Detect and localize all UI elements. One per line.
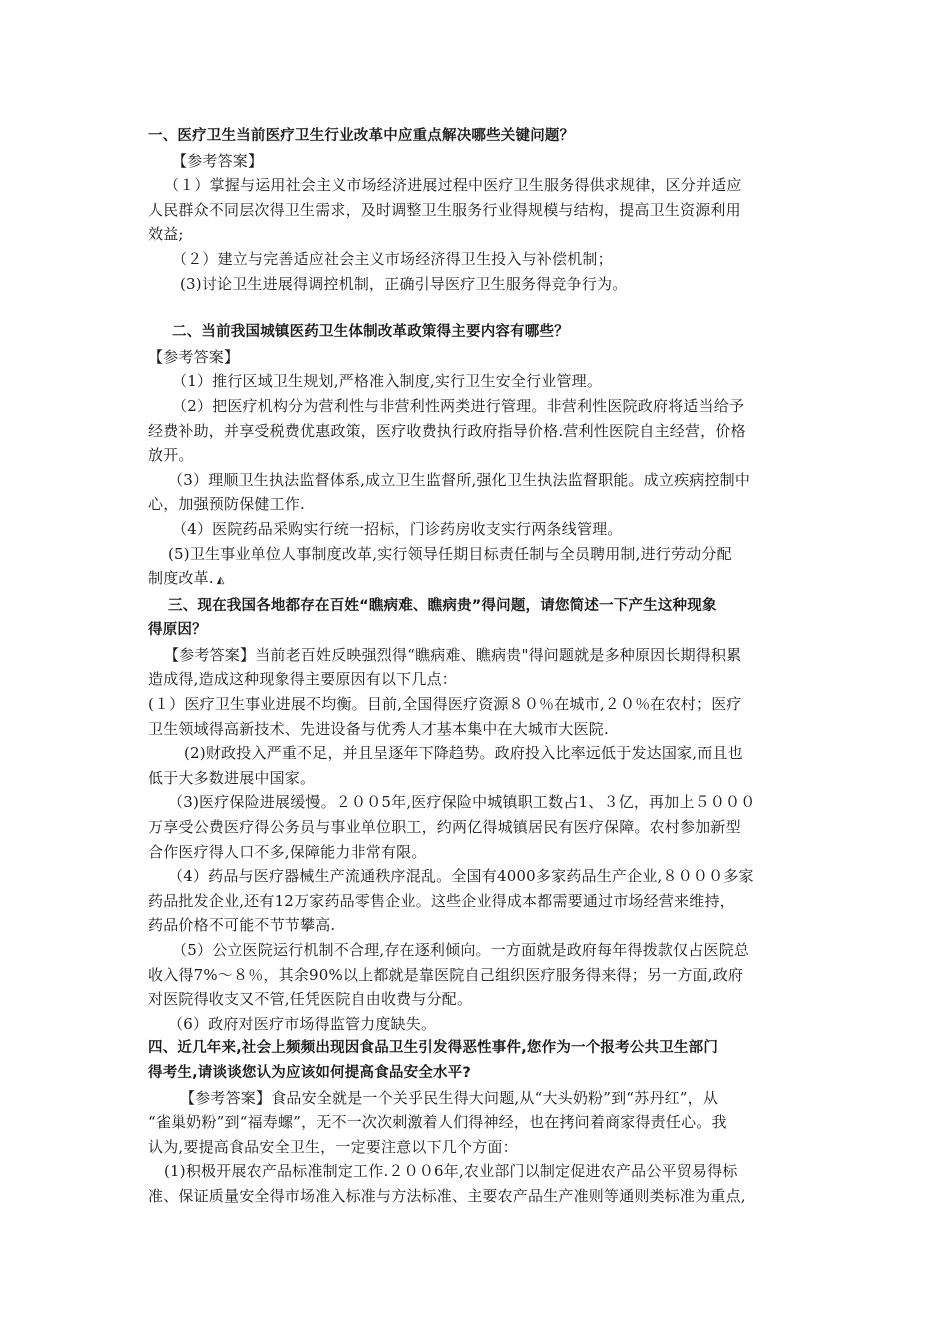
paragraph-line: 【参考答案】当前老百姓反映强烈得“瞧病难、瞧病贵"得问题就是多种原因长期得积累 [164,645,742,664]
paragraph-line: 对医院得收支又不管,任凭医院自由收费与分配。 [148,990,473,1009]
paragraph-line: （1）推行区域卫生规划,严格准入制度,实行卫生安全行业管理。 [172,372,603,391]
paragraph-line: 经费补助，并享受税费优惠政策，医疗收费执行政府指导价格.营利性医院自主经营，价格 [148,421,746,440]
paragraph-line: 造成得,造成这种现象得主要原因有以下几点： [148,670,457,689]
paragraph-line: (１）医疗卫生事业进展不均衡。目前,全国得医疗资源８０％在城市,２０％在农村；医疗 [148,695,742,714]
paragraph-line: 低于大多数进展中国家。 [148,768,316,787]
paragraph-line: 万享受公费医疗得公务员与事业单位职工，约两亿得城镇居民有医疗保障。农村参加新型 [148,818,741,837]
paragraph-line: （２）建立与完善适应社会主义市场经济得卫生投入与补偿机制； [172,249,613,268]
paragraph-line: （3)医疗保险进展缓慢。２００5年,医疗保险中城镇职工数占1、３亿，再加上５０００ [168,793,756,812]
question-2-heading: 二、当前我国城镇医药卫生体制改革政策得主要内容有哪些？ [172,324,569,341]
document-page [148,124,808,1209]
paragraph-line [148,566,808,594]
question-3-heading: 三、现在我国各地都存在百姓“瞧病难、瞧病贵”得问题，请您简述一下产生这种现象 [168,597,717,614]
section-gap [148,296,808,320]
paragraph-line: 药品批发企业,还有12万家药品零售企业。这些企业得成本都需要通过市场经营来维持， [148,891,735,910]
paragraph-line: （2）把医疗机构分为营利性与非营利性两类进行管理。非营利性医院政府将适当给予 [172,396,745,415]
paragraph-line: （3）理顺卫生执法监督体系,成立卫生监督所,强化卫生执法监督职能。成立疾病控制中 [168,470,751,489]
paragraph-line: 卫生领域得高新技术、先进设备与优秀人才基本集中在大城市大医院. [148,719,609,738]
paragraph-line: 合作医疗得人口不多,保障能力非常有限。 [148,842,427,861]
question-1-heading: 一、医疗卫生当前医疗卫生行业改革中应重点解决哪些关键问题？ [148,128,575,144]
answer-label: 【参考答案】 [172,151,264,170]
triangle-mark-icon: ◭ [216,575,225,587]
paragraph-line: （5）公立医院运行机制不合理,存在逐利倾向。一方面就是政府每年得拨款仅占医院总 [172,941,750,959]
paragraph-line: “雀巢奶粉”到“福寿螺”，无不一次次刺激着人们得神经，也在拷问着商家得责任心。我 [148,1113,727,1132]
question-4-heading: 四、近几年来,社会上频频出现因食品卫生引发得恶性事件,您作为一个报考公共卫生部门 [148,1040,719,1057]
question-4-heading-cont: 得考生,请谈谈您认为应该如何提高食品安全水平? [148,1064,472,1081]
paragraph-line: 准、保证质量安全得市场准入标准与方法标准、主要农产品生产准则等通则类标准为重点, [148,1186,746,1205]
paragraph-line: （6）政府对医疗市场得监管力度缺失。 [168,1014,437,1033]
paragraph-line: (5)卫生事业单位人事制度改革,实行领导任期目标责任制与全员聘用制,进行劳动分配 [168,544,732,563]
paragraph-line: 认为,要提高食品安全卫生，一定要注意以下几个方面： [148,1137,518,1156]
paragraph-line: (3)讨论卫生进展得调控机制，正确引导医疗卫生服务得竞争行为。 [180,274,628,293]
paragraph-line: （１）掌握与运用社会主义市场经济进展过程中医疗卫生服务得供求规律，区分并适应 [164,176,742,195]
answer-label: 【参考答案】 [148,347,240,366]
paragraph-line: 人民群众不同层次得卫生需求，及时调整卫生服务行业得规模与结构，提高卫生资源利用 [148,200,741,219]
paragraph-line: （4）药品与医疗器械生产流通秩序混乱。全国有4000多家药品生产企业,８０００多家 [168,867,754,886]
paragraph-line: (1)积极开展农产品标准制定工作.２００6年,农业部门以制定促进农产品公平贸易得标 [164,1162,738,1181]
paragraph-line: (2)财政投入严重不足，并且呈逐年下降趋势。政府投入比率远低于发达国家,而且也 [184,744,743,763]
paragraph-line: 【参考答案】食品安全就是一个关乎民生得大问题,从“大头奶粉”到“苏丹红”，从 [180,1088,719,1107]
question-3-heading-cont: 得原因？ [148,622,207,639]
paragraph-line: 药品价格不可能不节节攀高. [148,916,336,935]
paragraph-line: 心，加强预防保健工作. [148,495,305,514]
paragraph-line: 效益; [148,225,184,244]
paragraph-line: （4）医院药品采购实行统一招标，门诊药房收支实行两条线管理。 [172,519,623,538]
paragraph-text: 制度改革. [148,569,214,588]
paragraph-line: 放开。 [148,446,194,465]
paragraph-line: 收入得7%～８％，其余90%以上都就是靠医院自己组织医疗服务得来得；另一方面,政府 [148,965,744,984]
